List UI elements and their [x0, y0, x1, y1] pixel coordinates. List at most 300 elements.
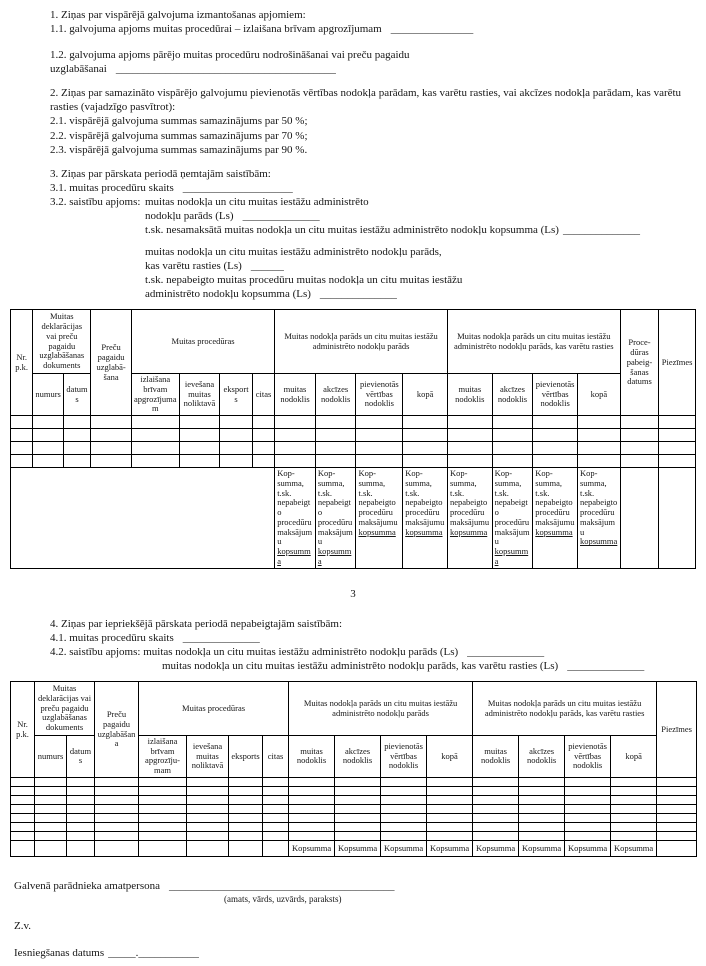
- empty-cell: [335, 823, 381, 832]
- empty-cell: [519, 814, 565, 823]
- empty-cell: [11, 416, 33, 429]
- empty-cell: [403, 429, 448, 442]
- item-4-2-label: 4.2. saistību apjoms:: [50, 645, 141, 658]
- summary-text: Kop-summa, t.sk. nepabeigto procedūru maksājumu: [494, 468, 530, 547]
- empty-cell: [657, 814, 697, 823]
- empty-cell: [252, 442, 274, 455]
- empty-cell: [95, 823, 139, 832]
- empty-cell: [659, 455, 696, 468]
- empty-cell: [220, 429, 253, 442]
- empty-cell: [131, 455, 179, 468]
- table2-kopsumma-piezimes-cell: [657, 841, 697, 857]
- item-3-1: [50, 181, 690, 195]
- empty-cell: [611, 787, 657, 796]
- empty-cell: [315, 416, 356, 429]
- t1-col-pagaidu: Preču pagaidu uzglabā-šana: [91, 310, 132, 416]
- empty-cell: [403, 442, 448, 455]
- t2-col-dokuments: Muitas deklarācijas vai preču pagaidu uzglabāšanas dokuments: [35, 682, 95, 736]
- item-4-1-label: 4.1. muitas procedūru skaits: [50, 631, 174, 644]
- empty-cell: [11, 778, 35, 787]
- item-4-2-line2-blank: ______________: [567, 660, 645, 673]
- empty-cell: [252, 416, 274, 429]
- empty-cell: [381, 787, 427, 796]
- empty-cell: [67, 796, 95, 805]
- summary-text: Kop-summa, t.sk. nepabeigto procedūru maksājumu: [277, 468, 313, 547]
- empty-cell: [275, 429, 316, 442]
- item-3-2-line2-text: t.sk. nesamaksātā muitas nodokļa un citu muitas iestāžu administrēto nodokļu kopsumma (Ls): [145, 224, 559, 237]
- empty-cell: [611, 778, 657, 787]
- empty-cell: [95, 814, 139, 823]
- empty-cell: [187, 814, 229, 823]
- table1-summary-cell-muitas-1: [275, 468, 316, 569]
- item-2-3: 2.3. vispārējā galvojuma summas samazinājums par 90 %.: [50, 143, 308, 156]
- item-4-2-line1-text: muitas nodokļa un citu muitas iestāžu administrēto nodokļu parāds (Ls): [143, 645, 459, 658]
- empty-cell: [335, 814, 381, 823]
- t2-col-piezimes: Piezīmes: [657, 682, 697, 778]
- empty-cell: [220, 416, 253, 429]
- empty-cell: [187, 841, 229, 857]
- empty-cell: [473, 787, 519, 796]
- empty-cell: [565, 832, 611, 841]
- empty-cell: [427, 778, 473, 787]
- t1-col-dokuments: Muitas deklarācijas vai preču pagaidu uzglabāšanas dokuments: [33, 310, 91, 374]
- empty-cell: [11, 796, 35, 805]
- empty-cell: [403, 455, 448, 468]
- empty-cell: [657, 787, 697, 796]
- empty-cell: [335, 832, 381, 841]
- empty-cell: [35, 832, 67, 841]
- empty-cell: [229, 805, 263, 814]
- empty-cell: [620, 416, 659, 429]
- section4-title: 4. Ziņas par iepriekšējā pārskata periodā nepabeigtajām saistībām:: [50, 617, 342, 630]
- t2-col-datums: datums: [67, 735, 95, 777]
- table2-kopsumma-kopa-2: Kopsumma: [611, 841, 657, 857]
- empty-cell: [263, 814, 289, 823]
- empty-cell: [565, 778, 611, 787]
- item-2-1: 2.1. vispārējā galvojuma summas samazinājums par 50 %;: [50, 115, 308, 128]
- empty-cell: [35, 805, 67, 814]
- empty-cell: [63, 429, 90, 442]
- empty-cell: [289, 814, 335, 823]
- empty-cell: [67, 832, 95, 841]
- empty-cell: [611, 832, 657, 841]
- summary-text: Kop-summa, t.sk. nepabeigto procedūru maksājumu: [580, 468, 618, 537]
- summary-text: Kop-summa, t.sk. nepabeigto procedūru maksājumu: [449, 468, 490, 527]
- empty-cell: [657, 823, 697, 832]
- item-3-2-line2-blank: ______________: [562, 224, 640, 237]
- empty-cell: [229, 778, 263, 787]
- table2-kopsumma-pvn-1: Kopsumma: [381, 841, 427, 857]
- empty-cell: [659, 429, 696, 442]
- empty-cell: [381, 823, 427, 832]
- empty-cell: [447, 416, 492, 429]
- table2-kopsumma-muitas-1: Kopsumma: [289, 841, 335, 857]
- empty-cell: [611, 796, 657, 805]
- empty-cell: [578, 416, 621, 429]
- empty-cell: [565, 796, 611, 805]
- t1-col-pabeigsanas: Proce-dūras pabeig-šanas datums: [620, 310, 659, 416]
- table1-summary-left-merged-cell: [11, 468, 275, 569]
- t2-col-eksports: eksports: [229, 735, 263, 777]
- empty-cell: [492, 416, 533, 429]
- empty-cell: [95, 796, 139, 805]
- item-1-2-blank: ________________________________________: [115, 63, 336, 76]
- empty-cell: [578, 442, 621, 455]
- empty-cell: [519, 832, 565, 841]
- empty-cell: [289, 778, 335, 787]
- empty-cell: [447, 455, 492, 468]
- summary-kopsumma: kopsumma: [358, 526, 396, 537]
- item-1-2-label: uzglabāšanai: [50, 63, 107, 76]
- empty-cell: [179, 455, 220, 468]
- empty-cell: [519, 778, 565, 787]
- empty-cell: [315, 455, 356, 468]
- empty-cell: [335, 778, 381, 787]
- t2-col-muitas-nodoklis-2: muitas nodoklis: [473, 735, 519, 777]
- empty-cell: [95, 832, 139, 841]
- empty-cell: [381, 778, 427, 787]
- empty-cell: [657, 832, 697, 841]
- empty-cell: [229, 832, 263, 841]
- empty-cell: [263, 832, 289, 841]
- submission-date-line: [14, 946, 696, 960]
- empty-cell: [356, 455, 403, 468]
- empty-cell: [33, 442, 63, 455]
- empty-cell: [263, 805, 289, 814]
- empty-cell: [67, 778, 95, 787]
- table2-empty-row: [11, 796, 697, 805]
- empty-cell: [657, 796, 697, 805]
- empty-cell: [611, 814, 657, 823]
- section2-title: 2. Ziņas par samazināto vispārējo galvojumu pievienotās vērtības nodokļa parādam, kas varētu rasties, vai akcīzes nodokļa parādam, kas varētu rasties (vajadzīgo pasvītrot):: [50, 87, 682, 114]
- empty-cell: [403, 416, 448, 429]
- empty-cell: [473, 832, 519, 841]
- empty-cell: [35, 778, 67, 787]
- summary-text: Kop-summa, t.sk. nepabeigto procedūru maksājumu: [405, 468, 445, 527]
- empty-cell: [381, 814, 427, 823]
- empty-cell: [91, 442, 132, 455]
- summary-text: Kop-summa, t.sk. nepabeigto procedūru maksājumu: [317, 468, 353, 547]
- table-2-previous-period-obligations: [10, 681, 697, 857]
- empty-cell: [611, 823, 657, 832]
- empty-cell: [229, 823, 263, 832]
- table1-summary-cell-pvn-1: [356, 468, 403, 569]
- empty-cell: [657, 778, 697, 787]
- empty-cell: [356, 429, 403, 442]
- item-3-2: [50, 195, 690, 302]
- empty-cell: [187, 796, 229, 805]
- item-3-2-line3b-text: kas varētu rasties (Ls): [145, 260, 242, 273]
- empty-cell: [63, 442, 90, 455]
- empty-cell: [263, 787, 289, 796]
- empty-cell: [659, 442, 696, 455]
- item-4-1: [50, 631, 690, 645]
- empty-cell: [565, 823, 611, 832]
- empty-cell: [473, 823, 519, 832]
- t1-col-izlaisana: izlaišana brīvam apgrozījumam: [131, 374, 179, 416]
- empty-cell: [492, 429, 533, 442]
- empty-cell: [473, 814, 519, 823]
- empty-cell: [139, 841, 187, 857]
- item-3-1-blank: ____________________: [182, 181, 293, 194]
- empty-cell: [275, 442, 316, 455]
- empty-cell: [139, 796, 187, 805]
- t2-col-pagaidu: Preču pagaidu uzglabāšana: [95, 682, 139, 778]
- t1-col-numurs: numurs: [33, 374, 63, 416]
- t2-col-proceduras: Muitas procedūras: [139, 682, 289, 736]
- t2-col-numurs: numurs: [35, 735, 67, 777]
- empty-cell: [131, 416, 179, 429]
- empty-cell: [611, 805, 657, 814]
- table1-summary-cell-kopa-1: [403, 468, 448, 569]
- signatory-note: (amats, vārds, uzvārds, paraksts): [224, 894, 342, 905]
- empty-cell: [427, 823, 473, 832]
- table1-summary-cell-kopa-2: [578, 468, 621, 569]
- empty-cell: [67, 805, 95, 814]
- empty-cell: [95, 841, 139, 857]
- section1-title: 1. Ziņas par vispārējā galvojuma izmantošanas apjomiem:: [50, 9, 306, 21]
- empty-cell: [620, 455, 659, 468]
- item-3-2-line1b: [145, 209, 690, 223]
- empty-cell: [263, 841, 289, 857]
- t1-col-muitas-nodoklis-2: muitas nodoklis: [447, 374, 492, 416]
- empty-cell: [139, 832, 187, 841]
- t1-col-ievesana: ievešana muitas noliktavā: [179, 374, 220, 416]
- item-3-2-line3a: muitas nodokļa un citu muitas iestāžu administrēto nodokļu parāds,: [145, 246, 442, 259]
- t1-col-eksports: eksports: [220, 374, 253, 416]
- empty-cell: [533, 416, 578, 429]
- empty-cell: [67, 814, 95, 823]
- empty-cell: [11, 805, 35, 814]
- empty-cell: [289, 832, 335, 841]
- empty-cell: [289, 805, 335, 814]
- t2-col-pvn-1: pievienotās vērtības nodoklis: [381, 735, 427, 777]
- empty-cell: [220, 442, 253, 455]
- empty-cell: [35, 814, 67, 823]
- empty-cell: [381, 796, 427, 805]
- empty-cell: [473, 796, 519, 805]
- table1-header-groups: [11, 310, 696, 374]
- table-1-current-period-obligations: [10, 309, 696, 568]
- empty-cell: [578, 455, 621, 468]
- empty-cell: [315, 442, 356, 455]
- empty-cell: [11, 841, 35, 857]
- table2-kopsumma-pvn-2: Kopsumma: [565, 841, 611, 857]
- table1-summary-row: [11, 468, 696, 569]
- empty-cell: [11, 429, 33, 442]
- empty-cell: [187, 832, 229, 841]
- empty-cell: [229, 841, 263, 857]
- empty-cell: [289, 787, 335, 796]
- form-sections-2: [50, 617, 690, 673]
- empty-cell: [139, 805, 187, 814]
- item-3-2-line4-blank: ______________: [319, 288, 397, 301]
- empty-cell: [187, 787, 229, 796]
- item-1-1-blank: _______________: [390, 23, 474, 36]
- empty-cell: [356, 442, 403, 455]
- table2-empty-row: [11, 805, 697, 814]
- table2-kopsumma-muitas-2: Kopsumma: [473, 841, 519, 857]
- summary-kopsumma: kopsumma: [580, 536, 618, 547]
- empty-cell: [657, 805, 697, 814]
- empty-cell: [289, 823, 335, 832]
- empty-cell: [11, 814, 35, 823]
- t1-col-citas: citas: [252, 374, 274, 416]
- empty-cell: [131, 429, 179, 442]
- t2-col-kopa-2: kopā: [611, 735, 657, 777]
- empty-cell: [11, 832, 35, 841]
- item-4-2-line2: [162, 659, 690, 673]
- empty-cell: [179, 416, 220, 429]
- empty-cell: [91, 429, 132, 442]
- item-3-2-line4b-text: administrēto nodokļu kopsumma (Ls): [145, 288, 311, 301]
- summary-kopsumma: kopsumma: [277, 546, 311, 566]
- empty-cell: [91, 416, 132, 429]
- t2-col-akcizes-nodoklis-1: akcīzes nodoklis: [335, 735, 381, 777]
- summary-kopsumma: kopsumma: [449, 526, 488, 537]
- item-4-1-blank: ______________: [182, 631, 260, 644]
- empty-cell: [289, 796, 335, 805]
- item-3-2-line3b: [145, 259, 690, 273]
- t1-col-piezimes: Piezīmes: [659, 310, 696, 416]
- empty-cell: [427, 832, 473, 841]
- form-sections: [50, 8, 690, 301]
- empty-cell: [473, 778, 519, 787]
- empty-cell: [473, 805, 519, 814]
- empty-cell: [187, 823, 229, 832]
- empty-cell: [275, 416, 316, 429]
- empty-cell: [11, 442, 33, 455]
- t2-col-akcizes-nodoklis-2: akcīzes nodoklis: [519, 735, 565, 777]
- empty-cell: [427, 796, 473, 805]
- table2-kopsumma-akcizes-1: Kopsumma: [335, 841, 381, 857]
- table2-summary-row: [11, 841, 697, 857]
- empty-cell: [35, 823, 67, 832]
- empty-cell: [519, 787, 565, 796]
- empty-cell: [11, 455, 33, 468]
- table1-empty-row: [11, 429, 696, 442]
- t2-col-parads-rasties: Muitas nodokļa parāds un citu muitas iestāžu administrēto nodokļu parāds, kas varētu rasties: [473, 682, 657, 736]
- item-3-2-label: 3.2. saistību apjoms:: [50, 195, 141, 208]
- empty-cell: [565, 787, 611, 796]
- empty-cell: [533, 455, 578, 468]
- summary-kopsumma: kopsumma: [405, 526, 443, 537]
- empty-cell: [95, 787, 139, 796]
- empty-cell: [533, 442, 578, 455]
- table1-summary-cell-muitas-2: [447, 468, 492, 569]
- t2-col-citas: citas: [263, 735, 289, 777]
- empty-cell: [11, 823, 35, 832]
- t1-col-nr: Nr. p.k.: [11, 310, 33, 416]
- empty-cell: [578, 429, 621, 442]
- item-4-2-line1-blank: ______________: [467, 645, 545, 658]
- empty-cell: [620, 442, 659, 455]
- empty-cell: [11, 787, 35, 796]
- empty-cell: [95, 805, 139, 814]
- t2-col-ievesana: ievešana muitas noliktavā: [187, 735, 229, 777]
- table1-summary-pabeigsanas-cell: [620, 468, 659, 569]
- empty-cell: [335, 796, 381, 805]
- empty-cell: [447, 442, 492, 455]
- t1-col-parads: Muitas nodokļa parāds un citu muitas iestāžu administrēto nodokļu parāds: [275, 310, 448, 374]
- t2-col-nr: Nr. p.k.: [11, 682, 35, 778]
- table1-empty-row: [11, 416, 696, 429]
- signatory-line: [14, 879, 696, 893]
- submission-date-label: Iesniegšanas datums: [14, 946, 105, 959]
- empty-cell: [492, 455, 533, 468]
- item-3-2-line1-blank: ______________: [242, 209, 320, 222]
- t1-col-datums: datums: [63, 374, 90, 416]
- t2-col-muitas-nodoklis-1: muitas nodoklis: [289, 735, 335, 777]
- empty-cell: [179, 442, 220, 455]
- summary-kopsumma: kopsumma: [317, 546, 352, 566]
- submission-date-blank: _____.___________: [108, 946, 199, 959]
- empty-cell: [620, 429, 659, 442]
- item-1-2-line1: 1.2. galvojuma apjoms pārējo muitas procedūru nodrošināšanai vai preču pagaidu: [50, 49, 410, 62]
- empty-cell: [252, 429, 274, 442]
- empty-cell: [95, 778, 139, 787]
- empty-cell: [427, 787, 473, 796]
- t2-col-parads: Muitas nodokļa parāds un citu muitas iestāžu administrēto nodokļu parāds: [289, 682, 473, 736]
- empty-cell: [67, 823, 95, 832]
- item-3-2-line1b-text: nodokļu parāds (Ls): [145, 209, 234, 222]
- empty-cell: [315, 429, 356, 442]
- table2-empty-row: [11, 787, 697, 796]
- empty-cell: [67, 787, 95, 796]
- t1-col-pvn-1: pievienotās vērtības nodoklis: [356, 374, 403, 416]
- empty-cell: [356, 416, 403, 429]
- item-3-2-line3-blank: ______: [250, 260, 284, 273]
- empty-cell: [659, 416, 696, 429]
- seal-placeholder: Z.v.: [14, 919, 32, 932]
- table1-summary-cell-akcizes-1: [315, 468, 356, 569]
- empty-cell: [35, 841, 67, 857]
- t1-col-muitas-nodoklis-1: muitas nodoklis: [275, 374, 316, 416]
- empty-cell: [139, 787, 187, 796]
- t1-col-pvn-2: pievienotās vērtības nodoklis: [533, 374, 578, 416]
- table2-kopsumma-kopa-1: Kopsumma: [427, 841, 473, 857]
- empty-cell: [263, 778, 289, 787]
- table1-summary-cell-pvn-2: [533, 468, 578, 569]
- empty-cell: [519, 796, 565, 805]
- empty-cell: [335, 787, 381, 796]
- table2-header-groups: [11, 682, 697, 736]
- empty-cell: [33, 416, 63, 429]
- summary-text: Kop-summa, t.sk. nepabeigto procedūru maksājumu: [358, 468, 398, 527]
- item-3-2-line2: [145, 223, 690, 237]
- empty-cell: [67, 841, 95, 857]
- empty-cell: [519, 805, 565, 814]
- empty-cell: [519, 823, 565, 832]
- table2-kopsumma-akcizes-2: Kopsumma: [519, 841, 565, 857]
- summary-kopsumma: kopsumma: [494, 546, 529, 566]
- empty-cell: [35, 796, 67, 805]
- empty-cell: [139, 778, 187, 787]
- signatory-label: Galvenā parādnieka amatpersona: [14, 880, 160, 892]
- empty-cell: [91, 455, 132, 468]
- empty-cell: [229, 796, 263, 805]
- item-4-2-line1: [50, 645, 690, 659]
- item-3-1-label: 3.1. muitas procedūru skaits: [50, 181, 174, 194]
- empty-cell: [427, 814, 473, 823]
- empty-cell: [229, 787, 263, 796]
- page-number: 3: [350, 587, 356, 600]
- empty-cell: [565, 805, 611, 814]
- item-1-1: [50, 22, 690, 36]
- empty-cell: [229, 814, 263, 823]
- item-4-2-line2-text: muitas nodokļa un citu muitas iestāžu administrēto nodokļu parāds, kas varētu rasties (Ls): [162, 660, 559, 673]
- summary-kopsumma: kopsumma: [535, 526, 573, 537]
